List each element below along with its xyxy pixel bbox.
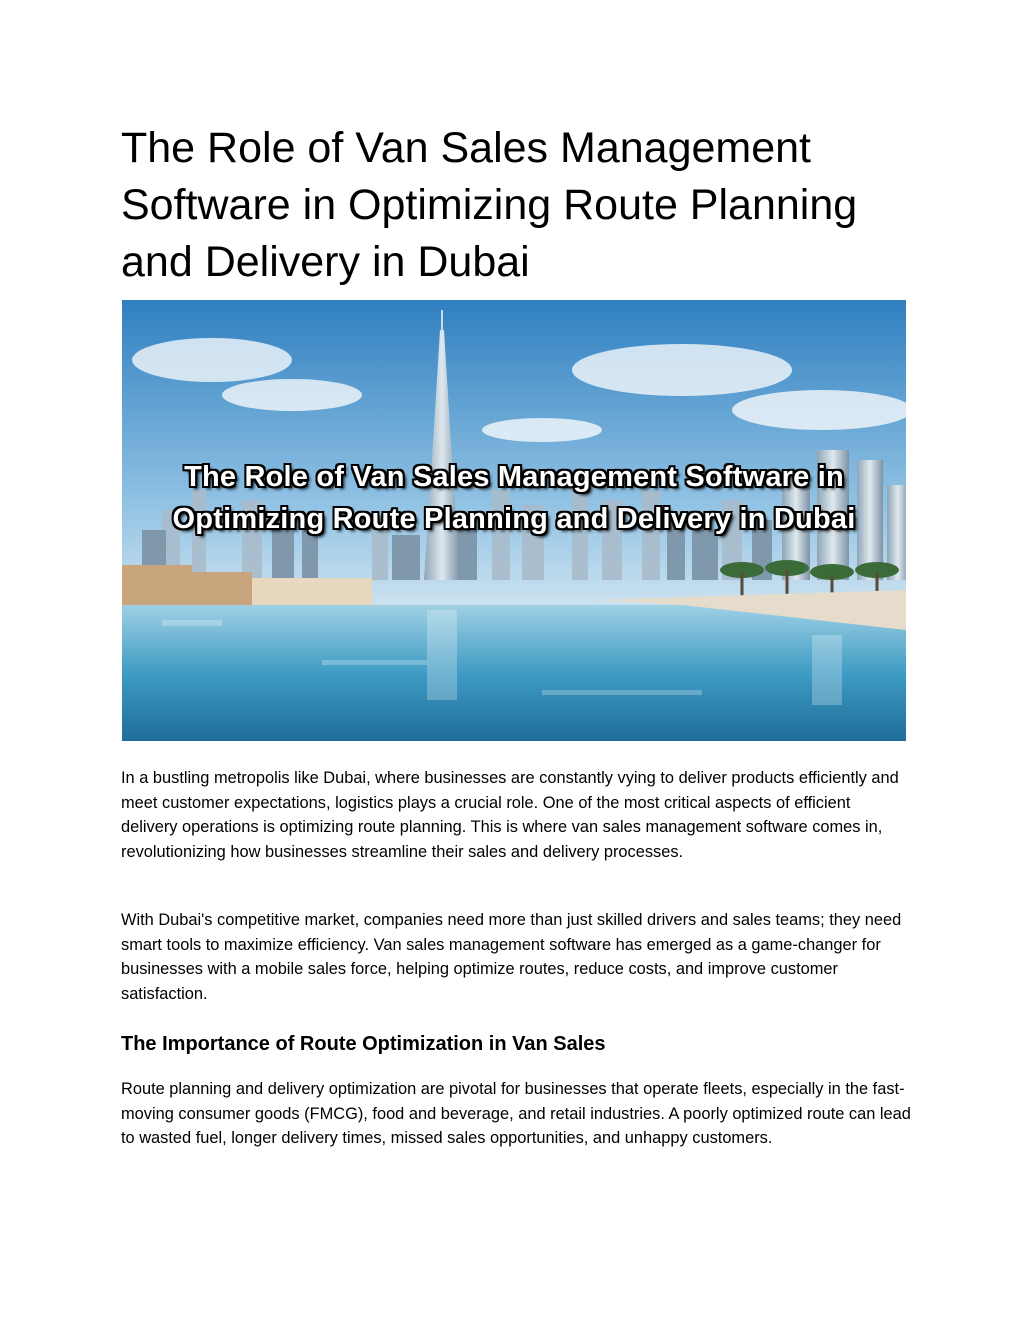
context-paragraph: With Dubai's competitive market, companies need more than just skilled drivers and sales teams; they need smart tools to maximize efficiency. Van sales management software has emerged as a game-changer for businesses with a mobile sales force, helping optimize routes, reduce costs, and improve customer satisfaction.: [121, 911, 902, 1003]
section-heading: The Importance of Route Optimization in Van Sales: [121, 1033, 606, 1055]
section-paragraph: Route planning and delivery optimization are pivotal for businesses that operate fleets, especially in the fast-moving consumer goods (FMCG), food and beverage, and retail industries. A poorly optimized route can lead to wasted fuel, longer delivery times, missed sales opportunities, and unhappy customers.: [121, 1080, 911, 1147]
hero-caption-line1: The Role of Van Sales Management Software in: [184, 461, 844, 493]
intro-paragraph: In a bustling metropolis like Dubai, where businesses are constantly vying to deliver products efficiently and meet customer expectations, logistics plays a crucial role. One of the most critical aspects of efficient delivery operations is optimizing route planning. This is where van sales management software comes in, revolutionizing how businesses streamline their sales and delivery processes.: [121, 769, 899, 861]
hero-image: [122, 300, 906, 741]
hero-caption: [122, 456, 906, 540]
hero-caption-line2: Optimizing Route Planning and Delivery in Dubai: [172, 503, 856, 535]
document-title: The Role of Van Sales Management Software in Optimizing Route Planning and Delivery in Dubai: [121, 124, 858, 286]
